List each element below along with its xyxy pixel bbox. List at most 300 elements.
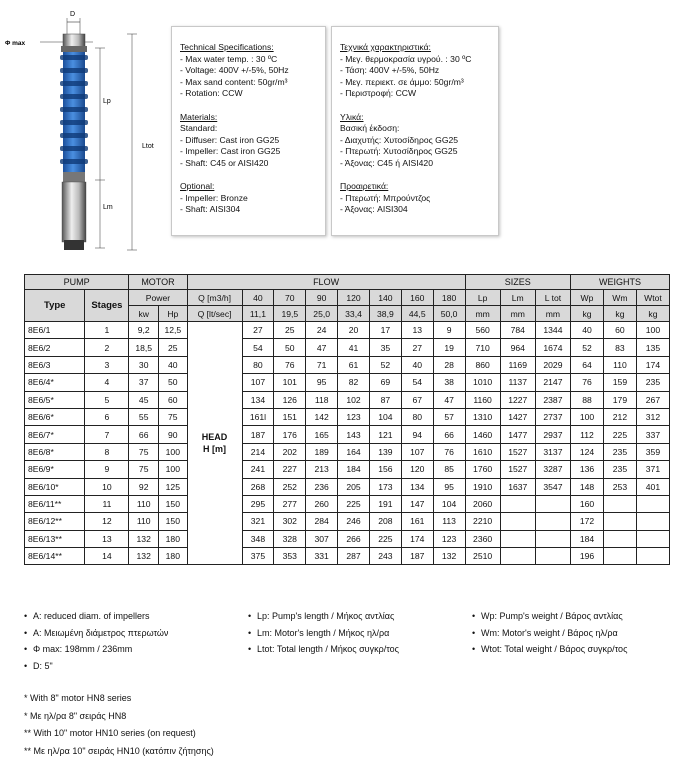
value-cell: 64 — [571, 356, 604, 373]
tech-spec-title: Τεχνικά χαρακτηριστικά: — [340, 42, 431, 52]
value-cell: 57 — [433, 408, 465, 425]
value-cell: 164 — [338, 443, 370, 460]
value-cell: 66 — [433, 426, 465, 443]
value-cell: 295 — [242, 495, 274, 512]
q-lsec-value: 33,4 — [338, 306, 370, 322]
value-cell: 110 — [129, 495, 159, 512]
value-cell: 100 — [636, 322, 669, 339]
value-cell: 87 — [369, 391, 401, 408]
spec-line: - Μεγ. θερμοκρασία υγρού. : 30 ºC — [340, 53, 472, 64]
value-cell: 148 — [571, 478, 604, 495]
value-cell: 1427 — [500, 408, 535, 425]
optional-title: Προαιρετικά: — [340, 181, 389, 192]
value-cell: 331 — [306, 548, 338, 565]
q-m3h-header: Q [m3/h] — [187, 290, 242, 306]
value-cell: 3 — [85, 356, 129, 373]
value-cell: 75 — [129, 461, 159, 478]
value-cell: 24 — [306, 322, 338, 339]
type-cell: 8E6/1 — [25, 322, 85, 339]
type-cell: 8E6/2 — [25, 339, 85, 356]
value-cell: 156 — [369, 461, 401, 478]
motor-group-header: MOTOR — [129, 275, 187, 290]
note-item: • Wm: Motor's weight / Βάρος ηλ/ρα — [472, 627, 618, 638]
table-row — [25, 530, 670, 547]
value-cell: 225 — [338, 495, 370, 512]
value-cell: 2029 — [535, 356, 570, 373]
value-cell — [535, 530, 570, 547]
value-cell: 12 — [85, 513, 129, 530]
weights-group-header: WEIGHTS — [571, 275, 670, 290]
note-item: • A: reduced diam. of impellers — [24, 611, 150, 621]
value-cell: 252 — [274, 478, 306, 495]
q-m3h-value: 90 — [306, 290, 338, 306]
value-cell: 3547 — [535, 478, 570, 495]
value-cell: 100 — [159, 443, 188, 460]
value-cell — [603, 548, 636, 565]
value-cell: 1310 — [465, 408, 500, 425]
type-cell: 8E6/12** — [25, 513, 85, 530]
spec-line: - Τάση: 400V +/-5%, 50Hz — [340, 65, 440, 76]
value-cell: 17 — [369, 322, 401, 339]
value-cell: 55 — [129, 408, 159, 425]
value-cell: 50 — [274, 339, 306, 356]
value-cell: 172 — [571, 513, 604, 530]
flow-group-header: FLOW — [187, 275, 465, 290]
value-cell: 9,2 — [129, 322, 159, 339]
type-cell: 8E6/11** — [25, 495, 85, 512]
value-cell: 121 — [369, 426, 401, 443]
value-cell: 160 — [571, 495, 604, 512]
value-cell: 560 — [465, 322, 500, 339]
value-cell: 124 — [571, 443, 604, 460]
value-cell: 27 — [401, 339, 433, 356]
value-cell — [636, 495, 669, 512]
value-cell: 134 — [401, 478, 433, 495]
value-cell: 61 — [338, 356, 370, 373]
value-cell: 174 — [401, 530, 433, 547]
lp-label: Lp — [103, 98, 111, 105]
value-cell: 1477 — [500, 426, 535, 443]
value-cell — [603, 495, 636, 512]
q-m3h-value: 140 — [369, 290, 401, 306]
weight-header: Wm — [603, 290, 636, 306]
value-cell: 100 — [159, 461, 188, 478]
spec-line: Βασική έκδοση: — [340, 123, 400, 134]
value-cell: 2 — [85, 339, 129, 356]
value-cell: 110 — [603, 356, 636, 373]
value-cell: 92 — [129, 478, 159, 495]
value-cell: 25 — [274, 322, 306, 339]
value-cell: 375 — [242, 548, 274, 565]
value-cell: 9 — [85, 461, 129, 478]
spec-line: - Max water temp. : 30 ºC — [180, 53, 278, 64]
value-cell: 184 — [338, 461, 370, 478]
value-cell: 2737 — [535, 408, 570, 425]
value-cell: 120 — [401, 461, 433, 478]
value-cell: 2210 — [465, 513, 500, 530]
value-cell: 359 — [636, 443, 669, 460]
value-cell: 110 — [129, 513, 159, 530]
type-cell: 8E6/9* — [25, 461, 85, 478]
q-lsec-value: 38,9 — [369, 306, 401, 322]
value-cell: 184 — [571, 530, 604, 547]
value-cell: 85 — [433, 461, 465, 478]
value-cell: 80 — [401, 408, 433, 425]
spec-line: - Max sand content: 50gr/m³ — [180, 76, 288, 87]
value-cell: 2360 — [465, 530, 500, 547]
spec-box-greek — [331, 26, 499, 236]
value-cell: 83 — [603, 339, 636, 356]
kw-header: kw — [129, 306, 159, 322]
value-cell: 47 — [433, 391, 465, 408]
size-unit: mm — [465, 306, 500, 322]
value-cell: 180 — [159, 530, 188, 547]
value-cell: 60 — [159, 391, 188, 408]
table-row — [25, 443, 670, 460]
value-cell — [500, 530, 535, 547]
type-cell: 8E6/10* — [25, 478, 85, 495]
value-cell: 25 — [159, 339, 188, 356]
value-cell: 94 — [401, 426, 433, 443]
value-cell: 75 — [129, 443, 159, 460]
value-cell — [603, 513, 636, 530]
table-row — [25, 356, 670, 373]
stages-header: Stages — [85, 290, 129, 322]
value-cell — [535, 513, 570, 530]
value-cell: 2937 — [535, 426, 570, 443]
value-cell: 132 — [129, 548, 159, 565]
type-cell: 8E6/3 — [25, 356, 85, 373]
value-cell: 150 — [159, 513, 188, 530]
value-cell: 52 — [571, 339, 604, 356]
footnotes — [24, 690, 214, 760]
value-cell: 75 — [159, 408, 188, 425]
type-cell: 8E6/7* — [25, 426, 85, 443]
value-cell: 1160 — [465, 391, 500, 408]
value-cell: 348 — [242, 530, 274, 547]
value-cell — [500, 513, 535, 530]
pump-performance-table — [24, 274, 670, 565]
value-cell: 401 — [636, 478, 669, 495]
value-cell: 45 — [129, 391, 159, 408]
value-cell: 113 — [433, 513, 465, 530]
notes-left — [24, 608, 168, 674]
value-cell: 1169 — [500, 356, 535, 373]
weight-header: Wp — [571, 290, 604, 306]
value-cell: 253 — [603, 478, 636, 495]
value-cell — [535, 548, 570, 565]
table-row — [25, 322, 670, 339]
value-cell: 71 — [306, 356, 338, 373]
value-cell: 13 — [401, 322, 433, 339]
value-cell: 54 — [401, 374, 433, 391]
value-cell: 2510 — [465, 548, 500, 565]
value-cell: 371 — [636, 461, 669, 478]
footnote: * With 8" motor HN8 series — [24, 693, 132, 703]
ltot-label: Ltot — [142, 143, 154, 150]
spec-line: Standard: — [180, 123, 218, 134]
value-cell: 142 — [306, 408, 338, 425]
value-cell: 205 — [338, 478, 370, 495]
value-cell: 176 — [274, 426, 306, 443]
value-cell: 246 — [338, 513, 370, 530]
value-cell: 191 — [369, 495, 401, 512]
type-cell: 8E6/6* — [25, 408, 85, 425]
value-cell: 100 — [571, 408, 604, 425]
value-cell: 353 — [274, 548, 306, 565]
value-cell: 102 — [338, 391, 370, 408]
value-cell: 1010 — [465, 374, 500, 391]
table-row — [25, 495, 670, 512]
q-lsec-header: Q [lt/sec] — [187, 306, 242, 322]
value-cell: 243 — [369, 548, 401, 565]
value-cell: 1674 — [535, 339, 570, 356]
table-row — [25, 478, 670, 495]
value-cell: 784 — [500, 322, 535, 339]
value-cell: 302 — [274, 513, 306, 530]
value-cell — [500, 548, 535, 565]
spec-line: - Μεγ. περιεκτ. σε άμμο: 50gr/m³ — [340, 76, 464, 87]
value-cell: 268 — [242, 478, 274, 495]
value-cell: 80 — [242, 356, 274, 373]
value-cell: 964 — [500, 339, 535, 356]
table-row — [25, 513, 670, 530]
value-cell: 107 — [242, 374, 274, 391]
footnote: ** With 10" motor HN10 series (on request) — [24, 728, 196, 738]
q-lsec-value: 19,5 — [274, 306, 306, 322]
value-cell: 76 — [274, 356, 306, 373]
q-m3h-value: 40 — [242, 290, 274, 306]
value-cell: 208 — [369, 513, 401, 530]
value-cell: 1760 — [465, 461, 500, 478]
note-item: • Wtot: Total weight / Βάρος συγκρ/τος — [472, 644, 628, 654]
size-header: Lm — [500, 290, 535, 306]
value-cell: 312 — [636, 408, 669, 425]
value-cell: 90 — [159, 426, 188, 443]
spec-line: - Περιστροφή: CCW — [340, 88, 417, 99]
value-cell — [535, 495, 570, 512]
value-cell: 132 — [129, 530, 159, 547]
type-header: Type — [25, 290, 85, 322]
value-cell: 3137 — [535, 443, 570, 460]
note-item: • Lp: Pump's length / Μήκος αντλίας — [248, 611, 395, 621]
value-cell: 136 — [571, 461, 604, 478]
value-cell: 30 — [129, 356, 159, 373]
value-cell: 710 — [465, 339, 500, 356]
size-header: L tot — [535, 290, 570, 306]
value-cell: 151 — [274, 408, 306, 425]
phi-max-label: Φ max — [5, 40, 26, 47]
value-cell: 10 — [85, 478, 129, 495]
pump-drawing — [0, 0, 175, 255]
value-cell — [636, 548, 669, 565]
value-cell: 18,5 — [129, 339, 159, 356]
value-cell: 1137 — [500, 374, 535, 391]
value-cell: 214 — [242, 443, 274, 460]
lm-label: Lm — [103, 204, 113, 211]
power-header: Power — [129, 290, 187, 306]
value-cell: 235 — [636, 374, 669, 391]
value-cell: 179 — [603, 391, 636, 408]
value-cell: 2147 — [535, 374, 570, 391]
value-cell: 8 — [85, 443, 129, 460]
q-lsec-value: 25,0 — [306, 306, 338, 322]
materials-title: Υλικά: — [340, 111, 364, 122]
value-cell: 202 — [274, 443, 306, 460]
table-row — [25, 339, 670, 356]
materials-title: Materials: — [180, 111, 218, 122]
value-cell: 3287 — [535, 461, 570, 478]
value-cell: 147 — [401, 495, 433, 512]
spec-box-english — [171, 26, 326, 236]
value-cell: 267 — [636, 391, 669, 408]
spec-line: - Shaft: C45 or AISI420 — [180, 157, 269, 168]
value-cell: 40 — [571, 322, 604, 339]
weight-unit: kg — [571, 306, 604, 322]
value-cell: 1344 — [535, 322, 570, 339]
value-cell: 860 — [465, 356, 500, 373]
value-cell: 76 — [571, 374, 604, 391]
size-unit: mm — [500, 306, 535, 322]
spec-line: - Voltage: 400V +/-5%, 50Hz — [180, 65, 289, 76]
weight-header: Wtot — [636, 290, 669, 306]
value-cell: 4 — [85, 374, 129, 391]
value-cell: 161 — [401, 513, 433, 530]
q-m3h-value: 160 — [401, 290, 433, 306]
q-m3h-value: 120 — [338, 290, 370, 306]
value-cell: 67 — [401, 391, 433, 408]
value-cell: 213 — [306, 461, 338, 478]
value-cell: 173 — [369, 478, 401, 495]
value-cell: 66 — [129, 426, 159, 443]
value-cell — [603, 530, 636, 547]
spec-line: - Διαχυτής: Χυτοσίδηρος GG25 — [340, 134, 459, 145]
value-cell: 95 — [306, 374, 338, 391]
value-cell: 212 — [603, 408, 636, 425]
value-cell: 50 — [159, 374, 188, 391]
table-row — [25, 548, 670, 565]
spec-line: - Πτερωτή: Μπρούντζος — [340, 192, 431, 203]
q-m3h-value: 180 — [433, 290, 465, 306]
value-cell: 159 — [603, 374, 636, 391]
spec-line: - Impeller: Cast iron GG25 — [180, 146, 281, 157]
value-cell: 225 — [603, 426, 636, 443]
value-cell: 52 — [369, 356, 401, 373]
value-cell: 2060 — [465, 495, 500, 512]
value-cell: 284 — [306, 513, 338, 530]
value-cell: 132 — [433, 548, 465, 565]
value-cell: 40 — [401, 356, 433, 373]
value-cell: 54 — [242, 339, 274, 356]
value-cell: 69 — [369, 374, 401, 391]
table-row — [25, 391, 670, 408]
type-cell: 8E6/13** — [25, 530, 85, 547]
q-m3h-value: 70 — [274, 290, 306, 306]
spec-line: - Rotation: CCW — [180, 88, 243, 99]
value-cell: 101 — [274, 374, 306, 391]
type-cell: 8E6/8* — [25, 443, 85, 460]
value-cell: 189 — [306, 443, 338, 460]
value-cell: 88 — [571, 391, 604, 408]
value-cell: 123 — [338, 408, 370, 425]
weight-unit: kg — [603, 306, 636, 322]
value-cell: 134 — [242, 391, 274, 408]
notes-middle — [248, 608, 399, 658]
value-cell: 321 — [242, 513, 274, 530]
value-cell: 260 — [306, 495, 338, 512]
value-cell: 12,5 — [159, 322, 188, 339]
value-cell: 47 — [306, 339, 338, 356]
sizes-group-header: SIZES — [465, 275, 570, 290]
weight-unit: kg — [636, 306, 669, 322]
note-item: • A: Μειωμένη διάμετρος πτερωτών — [24, 627, 169, 638]
motor — [62, 182, 86, 242]
value-cell: 107 — [401, 443, 433, 460]
value-cell: 235 — [603, 443, 636, 460]
value-cell: 37 — [129, 374, 159, 391]
q-lsec-value: 11,1 — [242, 306, 274, 322]
note-item: • Ltot: Total length / Μήκος συγκρ/τος — [248, 644, 399, 654]
spec-line: - Impeller: Bronze — [180, 192, 248, 203]
value-cell: 236 — [306, 478, 338, 495]
footnote: ** Με ηλ/ρα 10" σειράς HN10 (κατόπιν ζήτησης) — [24, 745, 214, 756]
table-row — [25, 426, 670, 443]
tech-spec-title: Technical Specifications: — [180, 42, 274, 52]
value-cell: 5 — [85, 391, 129, 408]
value-cell — [636, 530, 669, 547]
hp-header: Hp — [159, 306, 188, 322]
value-cell: 95 — [433, 478, 465, 495]
value-cell: 60 — [603, 322, 636, 339]
value-cell: 1910 — [465, 478, 500, 495]
pump-stages — [60, 52, 88, 172]
value-cell: 161l — [242, 408, 274, 425]
value-cell: 104 — [369, 408, 401, 425]
head-label: HEAD H [m] — [187, 322, 242, 565]
value-cell: 14 — [85, 548, 129, 565]
spec-line: - Πτερωτή: Χυτοσίδηρος GG25 — [340, 146, 458, 157]
table-row — [25, 461, 670, 478]
value-cell: 123 — [433, 530, 465, 547]
value-cell: 1527 — [500, 443, 535, 460]
value-cell: 6 — [85, 408, 129, 425]
value-cell: 277 — [274, 495, 306, 512]
value-cell: 41 — [338, 339, 370, 356]
value-cell — [500, 495, 535, 512]
spec-line: - Diffuser: Cast iron GG25 — [180, 134, 280, 145]
table-row — [25, 374, 670, 391]
value-cell: 125 — [159, 478, 188, 495]
value-cell: 225 — [369, 530, 401, 547]
type-cell: 8E6/5* — [25, 391, 85, 408]
value-cell: 1527 — [500, 461, 535, 478]
pump-group-header: PUMP — [25, 275, 129, 290]
value-cell: 9 — [433, 322, 465, 339]
value-cell: 20 — [338, 322, 370, 339]
value-cell: 28 — [433, 356, 465, 373]
q-lsec-value: 44,5 — [401, 306, 433, 322]
value-cell: 337 — [636, 426, 669, 443]
value-cell: 82 — [338, 374, 370, 391]
value-cell: 38 — [433, 374, 465, 391]
value-cell: 135 — [636, 339, 669, 356]
note-item: • Φ max: 198mm / 236mm — [24, 644, 133, 654]
optional-title: Optional: — [180, 181, 215, 192]
value-cell — [636, 513, 669, 530]
notes-right — [472, 608, 627, 658]
spec-line: - Shaft: AISI304 — [180, 204, 241, 215]
value-cell: 11 — [85, 495, 129, 512]
